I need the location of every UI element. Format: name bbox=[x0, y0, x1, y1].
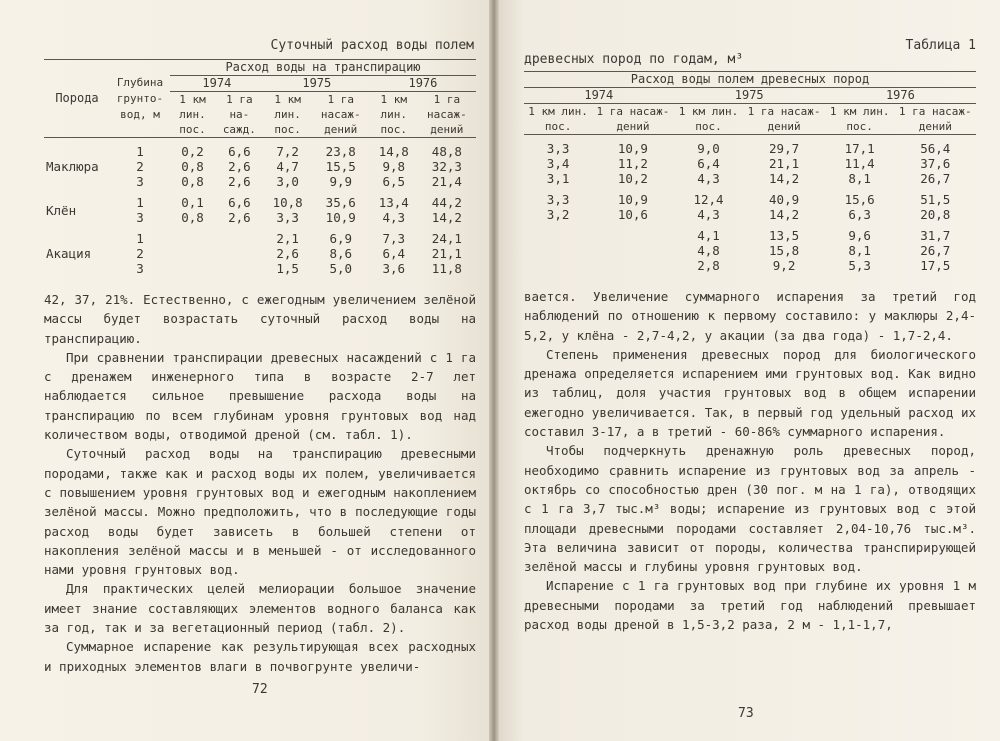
value-cell: 10,2 bbox=[617, 171, 648, 186]
value-cell: 44,2 bbox=[431, 195, 462, 210]
left-body-text bbox=[44, 290, 476, 676]
value-cell: 0,8 bbox=[181, 174, 204, 189]
value-cell: 31,7 bbox=[920, 228, 951, 243]
sub-header: 1 га насаж-дений bbox=[747, 105, 821, 133]
value-cell bbox=[215, 261, 264, 276]
title-continuation: древесных пород по годам, м³ bbox=[524, 52, 744, 67]
value-cell: 3,3 bbox=[546, 192, 570, 207]
value-cell bbox=[215, 246, 264, 261]
value-cell: 4,3 bbox=[382, 210, 406, 225]
depth-cell: 3 bbox=[136, 210, 144, 225]
table-row bbox=[524, 243, 976, 258]
value-cell: 3,6 bbox=[382, 261, 406, 276]
paragraph: Степень применения древесных пород для биологического дренажа определяется испарением ими грунтовых вод. Как видно из таблиц, доля участия грунтовых вод в общем испарении ежегодно увеличивается. Так, в первый год удельный расход их составил 3-17, а в третий - 60-86% суммарного испарения. bbox=[524, 346, 976, 440]
value-cell: 12,4 bbox=[693, 192, 724, 207]
depth-cell: 2 bbox=[136, 246, 144, 261]
value-cell: 0,2 bbox=[181, 144, 204, 159]
value-cell: 11,8 bbox=[431, 261, 462, 276]
value-cell: 3,0 bbox=[276, 174, 299, 189]
value-cell: 7,3 bbox=[382, 231, 406, 246]
value-cell: 37,6 bbox=[920, 156, 951, 171]
value-cell: 6,4 bbox=[382, 246, 406, 261]
depth-cell: 2 bbox=[136, 159, 144, 174]
right-page bbox=[494, 0, 1000, 741]
value-cell: 4,3 bbox=[697, 171, 720, 186]
species-name: Акация bbox=[46, 246, 92, 261]
value-cell: 4,3 bbox=[697, 207, 720, 222]
value-cell: 48,8 bbox=[431, 144, 462, 159]
value-cell: 35,6 bbox=[325, 195, 356, 210]
value-cell: 15,5 bbox=[325, 159, 356, 174]
depth-cell: 3 bbox=[136, 261, 144, 276]
value-cell: 26,7 bbox=[920, 171, 951, 186]
value-cell: 8,1 bbox=[848, 171, 871, 186]
value-cell: 6,4 bbox=[697, 156, 720, 171]
table-row bbox=[524, 192, 976, 207]
depth-cell: 3 bbox=[136, 174, 144, 189]
value-cell: 32,3 bbox=[431, 159, 462, 174]
sub-header: 1 га на-сажд. bbox=[222, 93, 256, 136]
right-table-title bbox=[524, 38, 976, 67]
value-cell: 3,4 bbox=[546, 156, 570, 171]
value-cell: 14,8 bbox=[378, 144, 409, 159]
value-cell: 7,2 bbox=[276, 144, 299, 159]
year-header: 1974 bbox=[170, 76, 264, 92]
right-body-text bbox=[524, 287, 976, 634]
paragraph: 42, 37, 21%. Естественно, с ежегодным увеличением зелёной массы будет возрастать суточный расход воды на транспирацию. bbox=[44, 292, 476, 346]
table-row bbox=[524, 171, 976, 186]
value-cell: 40,9 bbox=[769, 192, 800, 207]
value-cell: 10,8 bbox=[272, 195, 303, 210]
value-cell: 0,1 bbox=[181, 195, 204, 210]
value-cell: 10,9 bbox=[617, 141, 648, 156]
value-cell: 6,6 bbox=[228, 195, 251, 210]
value-cell: 2,6 bbox=[228, 174, 251, 189]
table-row bbox=[524, 228, 976, 243]
paragraph: вается. Увеличение суммарного испарения за третий год наблюдений по отношению к первому составило: у маклюры 2,4-5,2, у клёна - 2,7-4,2, у акации (за два года) - 1,7-2,4. bbox=[524, 289, 976, 343]
left-page bbox=[0, 0, 494, 741]
value-cell bbox=[170, 246, 215, 261]
sub-header: 1 га насаж-дений bbox=[320, 93, 361, 136]
sub-header: 1 км лин. пос. bbox=[179, 93, 206, 136]
paragraph: Суточный расход воды на транспирацию древесными породами, также как и расход воды их полем, увеличивается с повышением уровня грунтовых вод и ежегодным накоплением зелёной массы. Можно предположить, что в последующие годы расход воды будет зависеть в большей степени от накопления зелёной массы и в меньшей - от исследованного нами уровня грунтовых вод. bbox=[44, 446, 476, 578]
value-cell: 10,6 bbox=[617, 207, 648, 222]
value-cell: 3,2 bbox=[546, 207, 570, 222]
value-cell: 17,1 bbox=[844, 141, 875, 156]
value-cell: 0,8 bbox=[181, 159, 204, 174]
value-cell: 4,1 bbox=[697, 228, 720, 243]
left-table bbox=[44, 59, 476, 276]
value-cell: 3,1 bbox=[546, 171, 570, 186]
value-cell: 3,3 bbox=[546, 141, 570, 156]
value-cell: 10,9 bbox=[617, 192, 648, 207]
value-cell: 9,8 bbox=[382, 159, 406, 174]
value-cell: 15,6 bbox=[844, 192, 875, 207]
value-cell: 9,6 bbox=[848, 228, 871, 243]
value-cell: 2,6 bbox=[276, 246, 299, 261]
group-header: Расход воды на транспирацию bbox=[170, 60, 476, 76]
value-cell: 24,1 bbox=[431, 231, 462, 246]
sub-header: 1 га насаж-дений bbox=[426, 93, 467, 136]
value-cell bbox=[592, 228, 673, 243]
value-cell: 13,4 bbox=[378, 195, 409, 210]
value-cell: 6,3 bbox=[848, 207, 871, 222]
value-cell: 4,7 bbox=[276, 159, 299, 174]
value-cell: 6,9 bbox=[329, 231, 353, 246]
paragraph: Для практических целей мелиорации большое значение имеет знание составляющих элементов водного баланса как за год, так и за вегетационный период (табл. 2). bbox=[44, 581, 476, 636]
page-number: 72 bbox=[252, 682, 268, 697]
value-cell: 17,5 bbox=[920, 258, 951, 273]
value-cell bbox=[524, 258, 592, 273]
value-cell: 8,6 bbox=[329, 246, 353, 261]
value-cell: 14,2 bbox=[769, 207, 800, 222]
value-cell bbox=[592, 258, 673, 273]
value-cell bbox=[170, 261, 215, 276]
paragraph: При сравнении транспирации древесных насаждений с 1 га с дренажем инженерного типа в возрасте 2-7 лет наблюдается сильное превышение расхода воды на транспирацию по всем глубинам уровня грунтовых вод над количеством воды, отводимой дреной (см. табл. 1). bbox=[44, 349, 476, 443]
right-table bbox=[524, 71, 976, 273]
value-cell: 23,8 bbox=[325, 144, 356, 159]
value-cell bbox=[215, 231, 264, 246]
col-depth: Глубина грунто-вод, м bbox=[116, 75, 164, 121]
value-cell: 11,4 bbox=[844, 156, 875, 171]
page-number: 73 bbox=[738, 706, 754, 721]
year-header: 1975 bbox=[674, 88, 825, 104]
value-cell: 29,7 bbox=[769, 141, 800, 156]
table-row bbox=[524, 141, 976, 156]
depth-cell: 1 bbox=[136, 144, 144, 159]
value-cell: 3,3 bbox=[276, 210, 299, 225]
value-cell: 10,9 bbox=[325, 210, 356, 225]
left-table-title: Суточный расход воды полем bbox=[270, 38, 474, 53]
value-cell: 5,0 bbox=[329, 261, 353, 276]
sub-header: 1 км лин. пос. bbox=[528, 105, 588, 133]
species-name: Маклюра bbox=[46, 159, 99, 174]
sub-header: 1 га насаж-дений bbox=[596, 105, 670, 133]
value-cell: 2,1 bbox=[276, 231, 299, 246]
table-row bbox=[524, 156, 976, 171]
table-label: Таблица 1 bbox=[905, 38, 976, 53]
value-cell: 5,3 bbox=[848, 258, 871, 273]
value-cell: 14,2 bbox=[431, 210, 462, 225]
group-header: Расход воды полем древесных пород bbox=[524, 72, 976, 88]
year-header: 1976 bbox=[370, 76, 476, 92]
value-cell: 9,2 bbox=[772, 258, 796, 273]
value-cell: 15,8 bbox=[769, 243, 800, 258]
value-cell: 11,2 bbox=[617, 156, 648, 171]
species-name: Клён bbox=[46, 202, 77, 218]
sub-header: 1 км лин. пос. bbox=[829, 105, 890, 133]
value-cell: 20,8 bbox=[920, 207, 951, 222]
depth-cell: 1 bbox=[136, 195, 144, 210]
sub-header: 1 км лин. пос. bbox=[380, 93, 408, 136]
depth-cell: 1 bbox=[136, 231, 144, 246]
value-cell: 4,8 bbox=[697, 243, 720, 258]
table-row bbox=[44, 195, 476, 210]
value-cell: 21,1 bbox=[769, 156, 800, 171]
value-cell: 21,1 bbox=[431, 246, 462, 261]
value-cell: 0,8 bbox=[181, 210, 204, 225]
value-cell: 2,6 bbox=[228, 159, 251, 174]
sub-header: 1 км лин. пос. bbox=[274, 93, 301, 136]
value-cell bbox=[524, 243, 592, 258]
value-cell: 8,1 bbox=[848, 243, 871, 258]
sub-header: 1 км лин. пос. bbox=[678, 105, 739, 133]
book-gutter bbox=[489, 0, 499, 741]
value-cell bbox=[592, 243, 673, 258]
value-cell: 2,6 bbox=[228, 210, 251, 225]
table-row bbox=[524, 207, 976, 222]
value-cell bbox=[524, 228, 592, 243]
value-cell: 6,5 bbox=[382, 174, 406, 189]
value-cell: 56,4 bbox=[920, 141, 951, 156]
table-row bbox=[44, 144, 476, 159]
value-cell: 21,4 bbox=[431, 174, 462, 189]
year-header: 1976 bbox=[825, 88, 976, 104]
value-cell: 26,7 bbox=[920, 243, 951, 258]
paragraph: Чтобы подчеркнуть дренажную роль древесных пород, необходимо сравнить испарение из грунтовых вод за апрель - октябрь со способностью дрен (30 пог. м на 1 га), отводящих с 1 га 3,7 тыс.м³ воды; испарение из грунтовых вод с этой площади древесными породами составляет 2,04-10,76 тыс.м³. Эта величина зависит от породы, количества транспирирующей зелёной массы и глубины уровня грунтовых вод. bbox=[524, 443, 976, 575]
year-header: 1975 bbox=[264, 76, 370, 92]
value-cell: 6,6 bbox=[228, 144, 251, 159]
value-cell: 13,5 bbox=[769, 228, 800, 243]
value-cell: 14,2 bbox=[769, 171, 800, 186]
paragraph: Суммарное испарение как результирующая всех расходных и приходных элементов влаги в почвогрунте увеличи- bbox=[44, 639, 476, 674]
value-cell: 2,8 bbox=[697, 258, 720, 273]
table-row bbox=[524, 258, 976, 273]
year-header: 1974 bbox=[524, 88, 674, 104]
value-cell: 1,5 bbox=[276, 261, 299, 276]
value-cell: 9,0 bbox=[697, 141, 720, 156]
paragraph: Испарение с 1 га грунтовых вод при глубине их уровня 1 м древесными породами за третий год наблюдений превышает расход воды дреной в 1,5-3,2 раза, 2 м - 1,1-1,7, bbox=[524, 578, 976, 633]
value-cell: 51,5 bbox=[920, 192, 951, 207]
sub-header: 1 га насаж-дений bbox=[898, 105, 972, 133]
value-cell bbox=[170, 231, 215, 246]
value-cell: 9,9 bbox=[329, 174, 353, 189]
col-poroda: Порода bbox=[55, 91, 99, 105]
table-row bbox=[44, 231, 476, 246]
